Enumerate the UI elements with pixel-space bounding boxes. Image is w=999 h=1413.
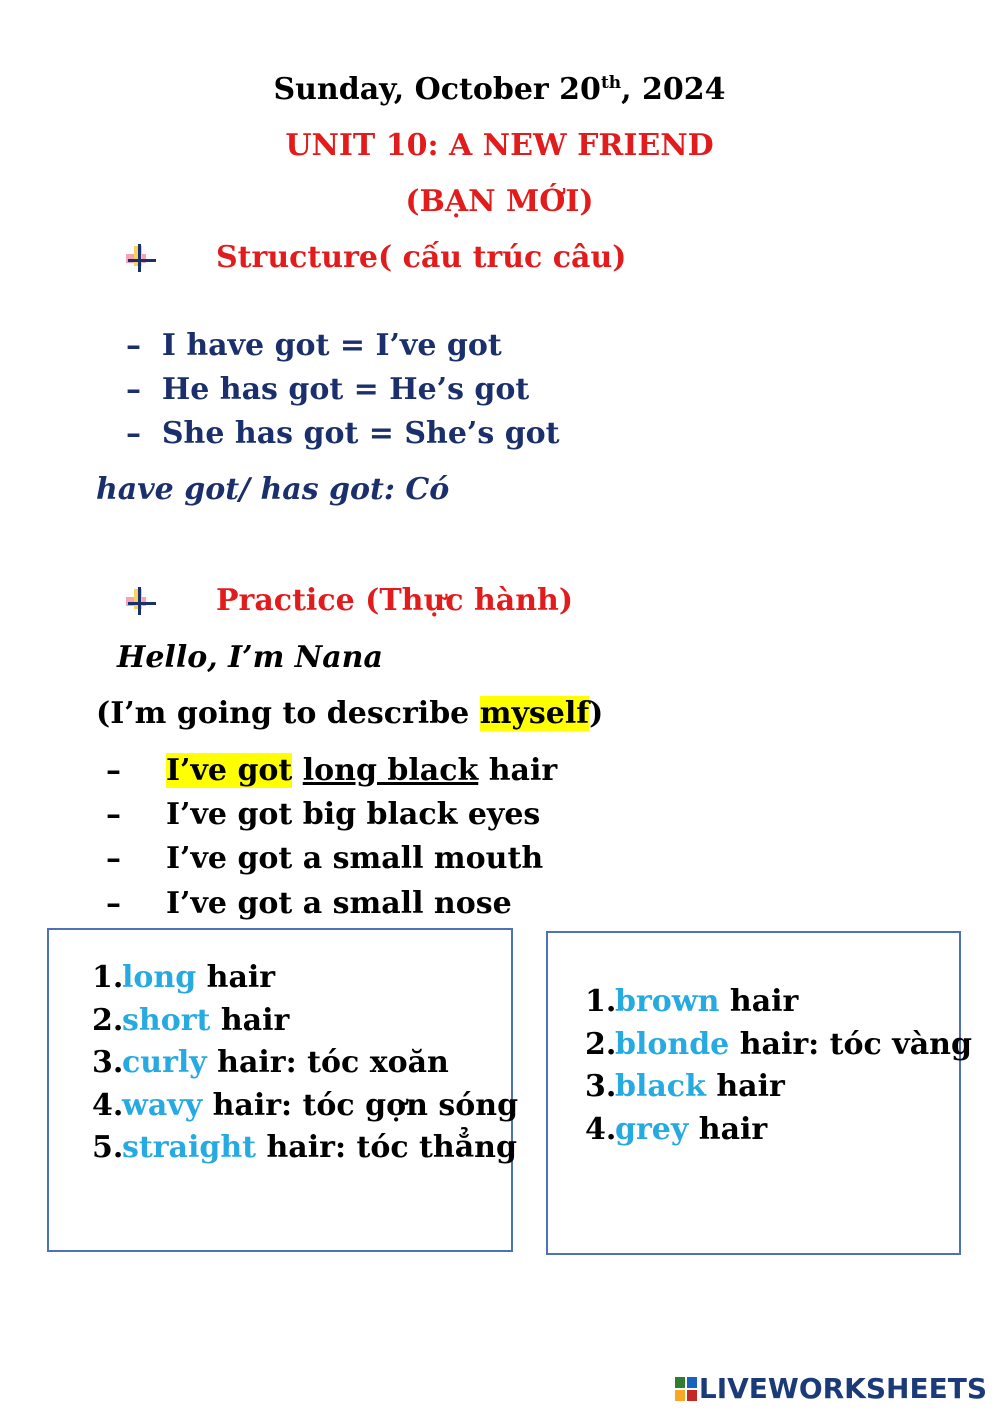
structure-item: – She has got = She’s got [126, 416, 560, 451]
practice-title: Practice (Thực hành) [216, 583, 574, 618]
structure-note: have got/ has got: Có [96, 472, 450, 507]
practice-item-text: I’ve got big black eyes [166, 797, 541, 832]
bullet-plus-icon [124, 244, 158, 274]
liveworksheets-logo-icon [675, 1377, 697, 1401]
practice-item: – [106, 797, 121, 832]
list-item: 3.curly hair: tóc xoăn [92, 1045, 449, 1080]
structure-item: – I have got = I’ve got [126, 328, 502, 363]
practice-item: – [106, 841, 121, 876]
list-item: 2.short hair [92, 1003, 290, 1038]
list-item: 4.grey hair [585, 1112, 768, 1147]
list-item: 3.black hair [585, 1069, 785, 1104]
unit-vietnamese-title: (BẠN MỚI) [405, 184, 594, 219]
list-item: 1.brown hair [585, 984, 799, 1019]
structure-title: Structure( cấu trúc câu) [216, 240, 627, 275]
list-item: 4.wavy hair: tóc gợn sóng [92, 1088, 519, 1123]
practice-item: – [106, 753, 121, 788]
date-line: Sunday, October 20th, 2024 [273, 72, 726, 107]
practice-greeting: Hello, I’m Nana [117, 640, 383, 675]
practice-item-text: I’ve got long black hair [166, 753, 558, 788]
practice-item-text: I’ve got a small mouth [166, 841, 544, 876]
practice-item-text: I’ve got a small nose [166, 886, 512, 921]
structure-item: – He has got = He’s got [126, 372, 530, 407]
practice-intro: (I’m going to describe myself) [96, 696, 604, 731]
list-item: 2.blonde hair: tóc vàng [585, 1027, 972, 1062]
bullet-plus-icon [124, 587, 158, 617]
unit-title: UNIT 10: A NEW FRIEND [285, 128, 714, 163]
liveworksheets-logo: LIVEWORKSHEETS [675, 1372, 987, 1405]
list-item: 5.straight hair: tóc thẳng [92, 1130, 517, 1165]
list-item: 1.long hair [92, 960, 276, 995]
practice-item: – [106, 886, 121, 921]
